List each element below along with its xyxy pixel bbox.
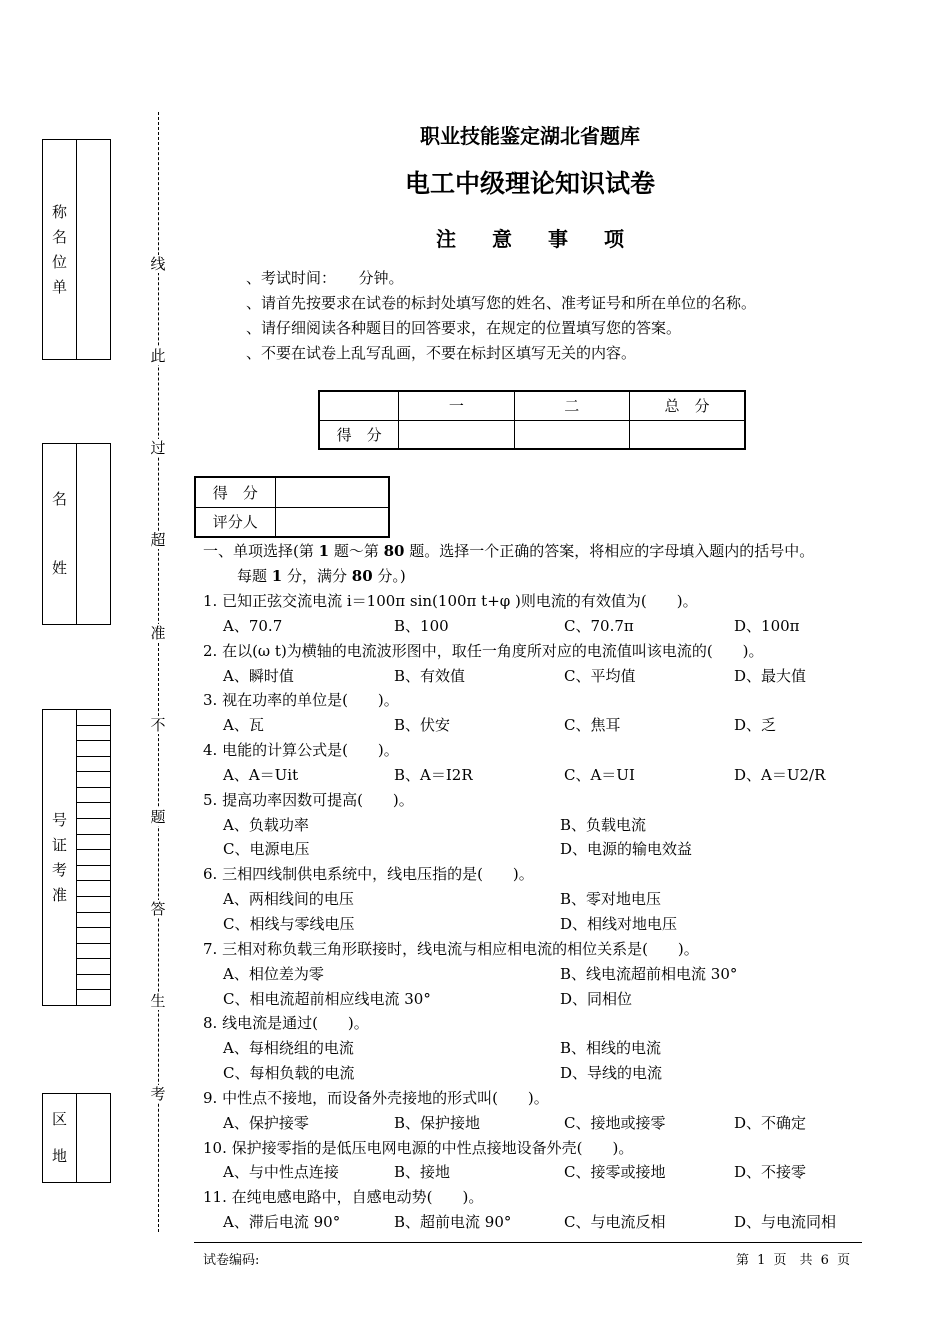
score-table-header: 总 分 bbox=[629, 391, 745, 420]
option-b: B、零对地电压 bbox=[560, 890, 662, 909]
section-number: 1 bbox=[271, 567, 283, 585]
footer-divider bbox=[194, 1242, 862, 1243]
region-input-area[interactable] bbox=[77, 1094, 110, 1182]
option-b: B、线电流超前相电流 30° bbox=[560, 964, 738, 983]
unit-label-char: 名 bbox=[51, 227, 67, 246]
option-a: A、与中性点连接 bbox=[223, 1163, 339, 1182]
question-stem: 8. 线电流是通过( )。 bbox=[203, 1014, 369, 1033]
question-stem: 1. 已知正弦交流电流 i＝100π sin(100π t+φ )则电流的有效值为( )。 bbox=[203, 592, 698, 610]
options-row bbox=[203, 987, 883, 1012]
option-d: D、不确定 bbox=[734, 1113, 807, 1132]
section-text: 题～第 bbox=[329, 542, 384, 560]
section-number: 1 bbox=[318, 542, 330, 560]
options-row bbox=[203, 1160, 883, 1185]
options-row bbox=[203, 962, 883, 987]
option-b: B、100 bbox=[394, 616, 449, 635]
cut-line-char: 不 bbox=[150, 716, 166, 734]
name-label-char: 名 bbox=[51, 490, 67, 509]
cut-line-char: 此 bbox=[150, 347, 166, 365]
options-row bbox=[203, 763, 883, 788]
section-text: 一、单项选择(第 bbox=[203, 542, 319, 560]
option-c: C、与电流反相 bbox=[564, 1213, 666, 1232]
cut-line-char: 超 bbox=[150, 531, 166, 549]
option-d: D、A＝U2/R bbox=[734, 765, 826, 784]
unit-label-char: 称 bbox=[51, 202, 67, 221]
section-number: 80 bbox=[383, 542, 405, 560]
cut-line-char: 题 bbox=[150, 808, 166, 826]
unit-input-area[interactable] bbox=[77, 140, 110, 359]
option-a: A、A＝Uit bbox=[223, 765, 299, 784]
option-d: D、100π bbox=[734, 616, 800, 635]
options-row bbox=[203, 1210, 883, 1235]
option-c: C、焦耳 bbox=[564, 716, 621, 735]
exam-id-input-grid[interactable] bbox=[77, 710, 110, 1005]
options-row bbox=[203, 664, 883, 689]
option-d: D、导线的电流 bbox=[560, 1064, 663, 1083]
option-c: C、接地或接零 bbox=[564, 1113, 666, 1132]
exam-id-label-char: 证 bbox=[51, 835, 67, 854]
option-c: C、接零或接地 bbox=[564, 1163, 666, 1182]
notice-item: 、请首先按要求在试卷的标封处填写您的姓名、准考证号和所在单位的名称。 bbox=[246, 294, 757, 312]
option-b: B、相线的电流 bbox=[560, 1039, 662, 1058]
options-row bbox=[203, 1111, 883, 1136]
grader-score-label: 得 分 bbox=[195, 477, 275, 507]
section-line-2 bbox=[203, 564, 883, 589]
name-label bbox=[43, 444, 77, 624]
options-row bbox=[203, 912, 883, 937]
option-c: C、70.7π bbox=[564, 616, 634, 635]
option-b: B、有效值 bbox=[394, 666, 466, 685]
question-stem: 2. 在以(ω t)为横轴的电流波形图中，取任一角度所对应的电流值叫该电流的( )。 bbox=[203, 641, 764, 660]
cut-line-char: 考 bbox=[150, 1085, 166, 1103]
section-instructions bbox=[203, 539, 883, 589]
grader-table bbox=[194, 476, 390, 538]
score-table-corner bbox=[319, 391, 399, 420]
notice-list bbox=[246, 266, 756, 366]
cut-line-char: 准 bbox=[150, 624, 166, 642]
option-a: A、每相绕组的电流 bbox=[223, 1039, 354, 1058]
option-d: D、同相位 bbox=[560, 989, 633, 1008]
name-label-char: 姓 bbox=[51, 558, 67, 577]
exam-code-label: 试卷编码: bbox=[203, 1253, 260, 1268]
option-c: C、相电流超前相应线电流 30° bbox=[223, 989, 431, 1008]
cut-line-char: 答 bbox=[150, 900, 166, 918]
option-c: C、每相负载的电流 bbox=[223, 1064, 355, 1083]
score-table-header: 二 bbox=[514, 391, 629, 420]
exam-id-label bbox=[43, 710, 77, 1005]
option-c: C、平均值 bbox=[564, 666, 636, 685]
option-d: D、电源的输电效益 bbox=[560, 840, 693, 859]
options-row bbox=[203, 614, 883, 639]
section-line-1 bbox=[203, 539, 883, 564]
score-cell[interactable] bbox=[514, 420, 629, 449]
option-c: C、A＝UI bbox=[564, 765, 635, 784]
region-label bbox=[43, 1094, 77, 1182]
option-b: B、伏安 bbox=[394, 716, 451, 735]
question-stem: 10. 保护接零指的是低压电网电源的中性点接地设备外壳( )。 bbox=[203, 1138, 634, 1157]
region-label-char: 地 bbox=[51, 1147, 67, 1166]
exam-id-label-char: 准 bbox=[51, 885, 67, 904]
option-b: B、负载电流 bbox=[560, 815, 647, 834]
page-info: 第 1 页 共 6 页 bbox=[736, 1253, 851, 1268]
option-c: C、电源电压 bbox=[223, 840, 310, 859]
options-row bbox=[203, 887, 883, 912]
option-b: B、A＝I2R bbox=[394, 765, 473, 784]
unit-label-char: 位 bbox=[51, 252, 67, 271]
score-cell[interactable] bbox=[629, 420, 745, 449]
option-d: D、不接零 bbox=[734, 1163, 807, 1182]
question-stem: 5. 提高功率因数可提高( )。 bbox=[203, 790, 414, 809]
question-stem: 4. 电能的计算公式是( )。 bbox=[203, 741, 399, 760]
exam-id-label-char: 号 bbox=[51, 810, 67, 829]
notice-item: 、不要在试卷上乱写乱画，不要在标封区填写无关的内容。 bbox=[246, 344, 637, 362]
options-row bbox=[203, 713, 883, 738]
score-row-label: 得 分 bbox=[319, 420, 399, 449]
cut-line-char: 过 bbox=[150, 439, 166, 457]
section-text: 每题 bbox=[237, 567, 272, 585]
option-a: A、负载功率 bbox=[223, 815, 309, 834]
option-c: C、相线与零线电压 bbox=[223, 914, 355, 933]
notice-item: 、考试时间： 分钟。 bbox=[246, 269, 404, 287]
question-stem: 11. 在纯电感电路中，自感电动势( )。 bbox=[203, 1188, 484, 1207]
option-d: D、相线对地电压 bbox=[560, 914, 678, 933]
option-b: B、超前电流 90° bbox=[394, 1213, 512, 1232]
cut-line-char: 线 bbox=[150, 255, 166, 273]
option-a: A、相位差为零 bbox=[223, 964, 324, 983]
name-input-area[interactable] bbox=[77, 444, 110, 624]
grader-name-label: 评分人 bbox=[195, 507, 275, 537]
question-stem: 7. 三相对称负载三角形联接时，线电流与相应相电流的相位关系是( )。 bbox=[203, 939, 699, 958]
unit-label-char: 单 bbox=[51, 277, 67, 296]
section-text: 分，满分 bbox=[282, 567, 352, 585]
option-d: D、与电流同相 bbox=[734, 1213, 837, 1232]
option-d: D、最大值 bbox=[734, 666, 807, 685]
options-row bbox=[203, 1061, 883, 1086]
unit-label bbox=[43, 140, 77, 359]
exam-id-field-box bbox=[42, 709, 111, 1006]
option-d: D、乏 bbox=[734, 716, 777, 735]
notice-item: 、请仔细阅读各种题目的回答要求，在规定的位置填写您的答案。 bbox=[246, 319, 682, 337]
score-table-header: 一 bbox=[399, 391, 514, 420]
region-label-char: 区 bbox=[51, 1109, 67, 1128]
grader-score-cell[interactable] bbox=[275, 477, 389, 507]
score-cell[interactable] bbox=[399, 420, 514, 449]
options-row bbox=[203, 813, 883, 838]
option-b: B、保护接地 bbox=[394, 1113, 481, 1132]
question-stem: 9. 中性点不接地，而设备外壳接地的形式叫( )。 bbox=[203, 1088, 549, 1107]
options-row bbox=[203, 837, 883, 862]
option-a: A、保护接零 bbox=[223, 1113, 309, 1132]
score-summary-table bbox=[318, 390, 746, 450]
section-text: 题。选择一个正确的答案，将相应的字母填入题内的括号中。 bbox=[404, 542, 815, 560]
unit-field-box bbox=[42, 139, 111, 360]
grader-name-cell[interactable] bbox=[275, 507, 389, 537]
notice-title: 注意事项 bbox=[436, 227, 660, 251]
option-a: A、两相线间的电压 bbox=[223, 890, 354, 909]
section-number: 80 bbox=[351, 567, 373, 585]
question-list bbox=[203, 589, 883, 1235]
question-stem: 6. 三相四线制供电系统中，线电压指的是( )。 bbox=[203, 865, 534, 884]
option-a: A、70.7 bbox=[223, 616, 283, 635]
org-title: 职业技能鉴定湖北省题库 bbox=[420, 124, 640, 148]
question-stem: 3. 视在功率的单位是( )。 bbox=[203, 691, 399, 710]
option-a: A、瞬时值 bbox=[223, 666, 294, 685]
name-field-box bbox=[42, 443, 111, 625]
binding-cut-line bbox=[158, 112, 159, 1232]
option-b: B、接地 bbox=[394, 1163, 451, 1182]
options-row bbox=[203, 1036, 883, 1061]
option-a: A、瓦 bbox=[223, 716, 264, 735]
option-a: A、滞后电流 90° bbox=[223, 1213, 341, 1232]
exam-title: 电工中级理论知识试卷 bbox=[404, 169, 655, 198]
exam-id-label-char: 考 bbox=[51, 860, 67, 879]
cut-line-char: 生 bbox=[150, 992, 166, 1010]
region-field-box bbox=[42, 1093, 111, 1183]
section-text: 分。) bbox=[372, 567, 406, 585]
